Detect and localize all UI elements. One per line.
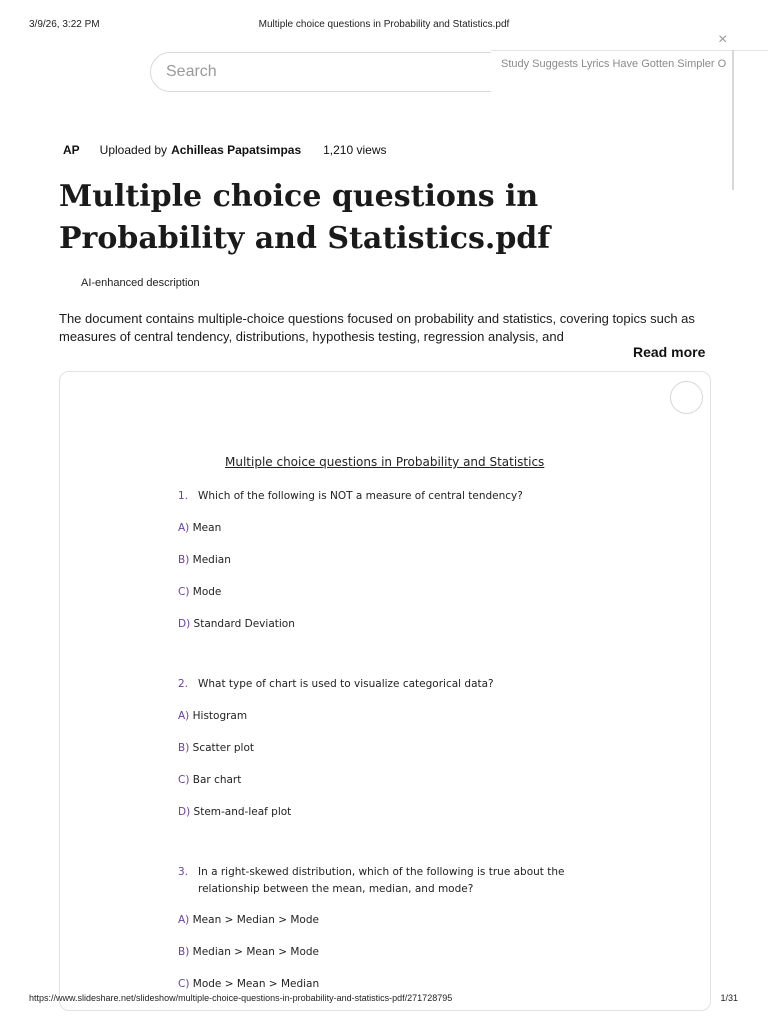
option (178, 978, 319, 990)
option-letter: D) (178, 806, 191, 818)
option-text: Mean (192, 522, 222, 534)
uploader-name-link[interactable]: Achilleas Papatsimpas (171, 143, 302, 157)
option (178, 806, 291, 818)
print-header (0, 0, 768, 30)
question-number: 1. (178, 490, 189, 502)
option-letter: D) (178, 618, 191, 630)
option (178, 554, 231, 566)
option-text: Mode > Mean > Median (192, 978, 320, 990)
ad-divider (491, 50, 768, 51)
search-placeholder: Search (166, 63, 217, 80)
read-more-button[interactable]: Read more (633, 344, 706, 360)
print-datetime: 3/9/26, 3:22 PM (29, 19, 100, 30)
question-1 (178, 488, 578, 505)
option-text: Bar chart (192, 774, 242, 786)
option (178, 914, 319, 926)
option-text: Histogram (192, 710, 248, 722)
option-letter: B) (178, 742, 190, 754)
viewer-action-button[interactable] (670, 381, 703, 414)
option-text: Median > Mean > Mode (192, 946, 320, 958)
ad-headline[interactable]: Study Suggests Lyrics Have Gotten Simpler O (501, 58, 727, 70)
question-text: In a right-skewed distribution, which of the following is true about the relationship between the mean, median, and mode? (198, 866, 565, 895)
option-letter: B) (178, 946, 190, 958)
view-count: 1,210 views (323, 143, 387, 157)
question-3 (178, 864, 578, 898)
option (178, 774, 241, 786)
question-text: What type of chart is used to visualize categorical data? (198, 678, 494, 690)
question-number: 2. (178, 678, 189, 690)
question-text: Which of the following is NOT a measure of central tendency? (198, 490, 523, 502)
option-letter: C) (178, 978, 190, 990)
page-title: Multiple choice questions in Probability and Statistics.pdf (59, 179, 551, 256)
question-number: 3. (178, 866, 189, 878)
option (178, 618, 295, 630)
print-page-title: Multiple choice questions in Probability and Statistics.pdf (258, 19, 510, 30)
option-letter: A) (178, 914, 190, 926)
option (178, 742, 254, 754)
question-2 (178, 676, 578, 693)
option-letter: A) (178, 522, 190, 534)
print-page-number: 1/31 (720, 993, 738, 1003)
close-icon[interactable]: × (718, 31, 728, 48)
search-input[interactable] (150, 52, 530, 92)
option-letter: C) (178, 586, 190, 598)
ai-description-label: AI-enhanced description (81, 277, 200, 289)
uploader-info (63, 143, 387, 157)
option-text: Median (192, 554, 231, 566)
pdf-title: Multiple choice questions in Probability and Statistics (225, 455, 545, 469)
option (178, 710, 247, 722)
option (178, 522, 221, 534)
ad-border (732, 50, 734, 190)
print-url: https://www.slideshare.net/slideshow/multiple-choice-questions-in-probability-and-statistics-pdf/271728795 (29, 993, 453, 1003)
option (178, 586, 221, 598)
option (178, 946, 319, 958)
option-letter: C) (178, 774, 190, 786)
option-text: Standard Deviation (193, 618, 295, 630)
option-letter: B) (178, 554, 190, 566)
ad-banner[interactable] (491, 50, 768, 190)
document-description: The document contains multiple-choice questions focused on probability and statistics, covering topics such as measures of central tendency, distributions, hypothesis testing, regression analysis, and (59, 311, 695, 344)
option-text: Mean > Median > Mode (192, 914, 319, 926)
option-text: Scatter plot (192, 742, 255, 754)
option-text: Mode (192, 586, 222, 598)
option-text: Stem-and-leaf plot (193, 806, 292, 818)
option-letter: A) (178, 710, 190, 722)
avatar[interactable]: AP (63, 143, 80, 157)
document-viewer[interactable] (59, 371, 711, 1011)
uploaded-by-label: Uploaded by (99, 143, 168, 157)
